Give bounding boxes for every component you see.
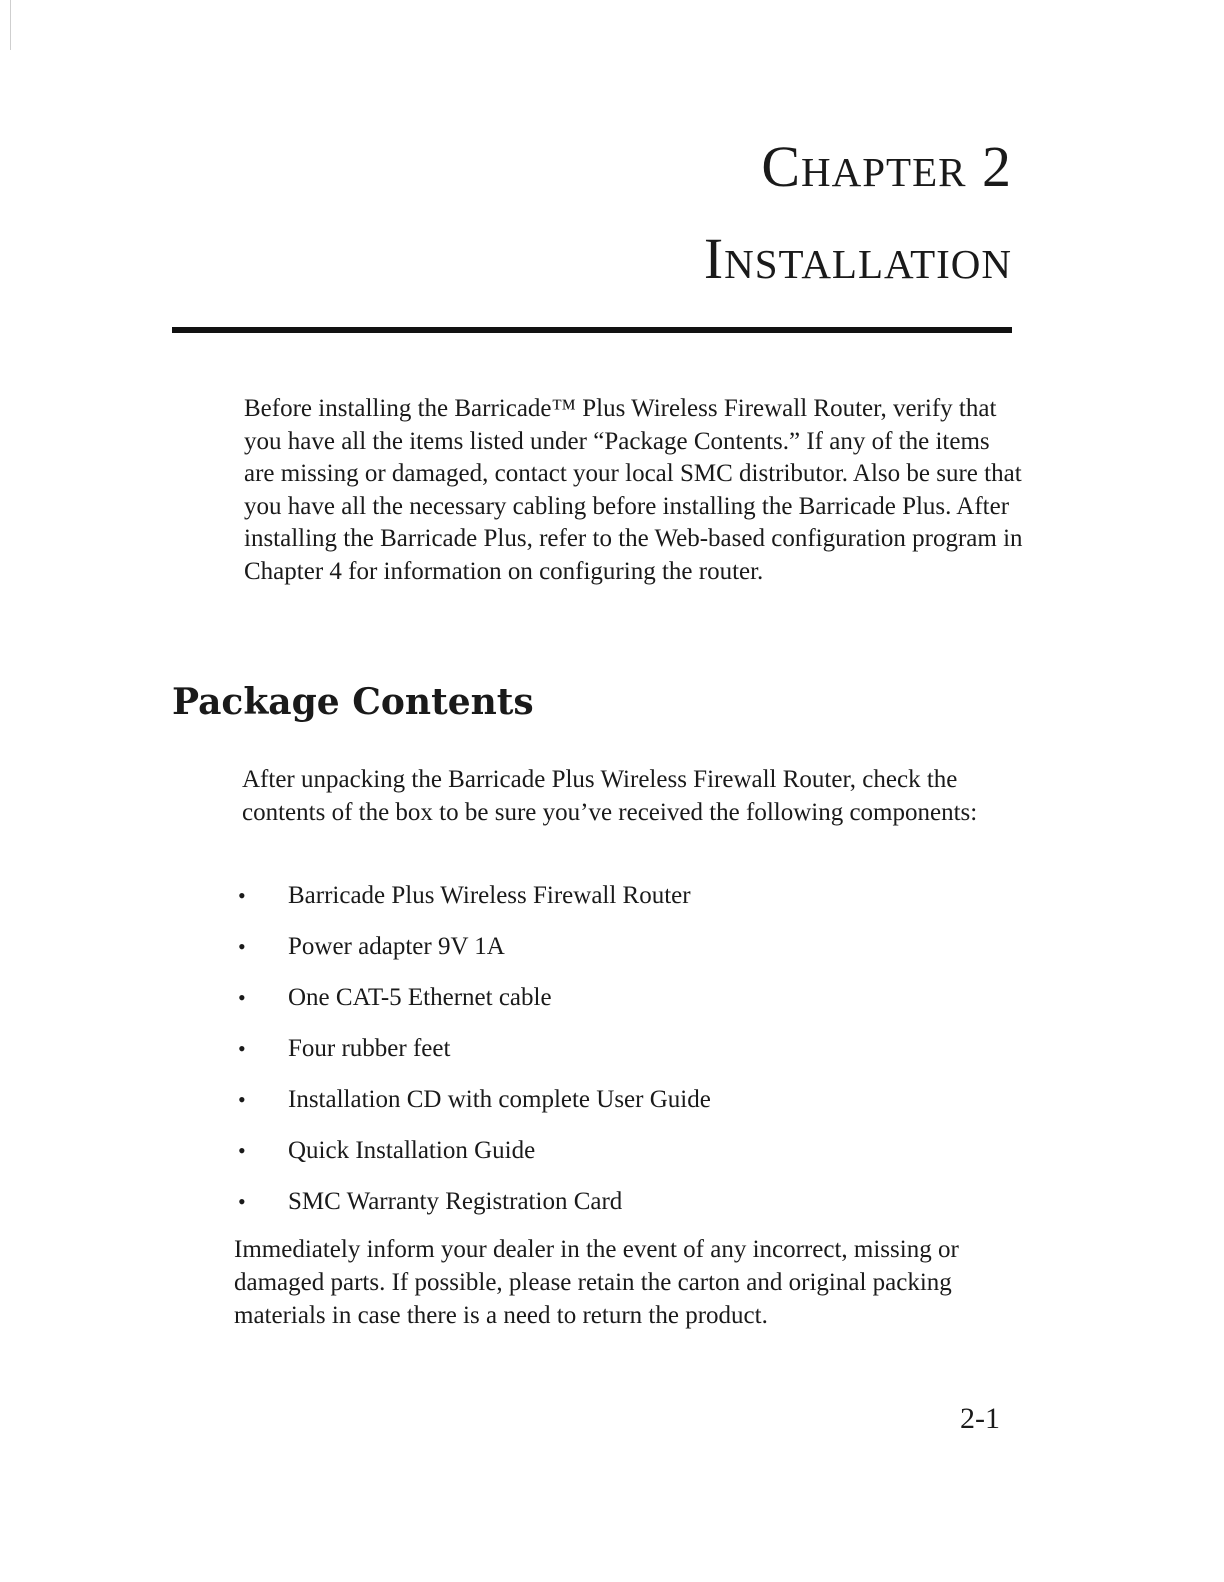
list-item	[238, 982, 998, 1033]
list-item	[238, 1084, 998, 1135]
list-item-text: Installation CD with complete User Guide	[288, 1086, 711, 1113]
chapter-rule	[172, 327, 1012, 333]
list-item	[238, 1135, 998, 1186]
list-item-text: SMC Warranty Registration Card	[288, 1188, 623, 1215]
list-item-text: Quick Installation Guide	[288, 1137, 536, 1164]
package-contents-lead: After unpacking the Barricade Plus Wireless Firewall Router, check the contents of the box to be sure you’ve received the following components:	[242, 766, 978, 826]
list-item	[238, 1186, 998, 1237]
closing-paragraph: Immediately inform your dealer in the event of any incorrect, missing or damaged parts. If possible, please retain the carton and original packing materials in case there is a need to return the product.	[234, 1236, 959, 1329]
list-item	[238, 931, 998, 982]
section-heading-package-contents: Package Contents	[172, 681, 534, 723]
list-item	[238, 1033, 998, 1084]
chapter-label: Chapter 2	[761, 134, 1012, 199]
bullet-icon: •	[238, 1189, 246, 1214]
bullet-icon: •	[238, 934, 246, 959]
list-item	[238, 880, 998, 931]
list-item-text: Four rubber feet	[288, 1035, 451, 1062]
chapter-title: Installation	[703, 226, 1012, 291]
bullet-icon: •	[238, 1036, 246, 1061]
bullet-icon: •	[238, 985, 246, 1010]
scan-edge-mark	[10, 0, 11, 50]
list-item-text: Barricade Plus Wireless Firewall Router	[288, 882, 691, 909]
bullet-icon: •	[238, 1087, 246, 1112]
page-number: 2-1	[960, 1402, 1000, 1435]
list-item-text: Power adapter 9V 1A	[288, 933, 505, 960]
list-item-text: One CAT-5 Ethernet cable	[288, 984, 552, 1011]
intro-paragraph: Before installing the Barricade™ Plus Wireless Firewall Router, verify that you have all the items listed under “Package Contents.” If any of the items are missing or damaged, contact your local SMC distributor. Also be sure that you have all the necessary cabling before installing the Barricade Plus. After installing the Barricade Plus, refer to the Web-based configuration program in Chapter 4 for information on configuring the router.	[244, 395, 1023, 585]
package-contents-list	[238, 880, 998, 1237]
bullet-icon: •	[238, 883, 246, 908]
bullet-icon: •	[238, 1138, 246, 1163]
